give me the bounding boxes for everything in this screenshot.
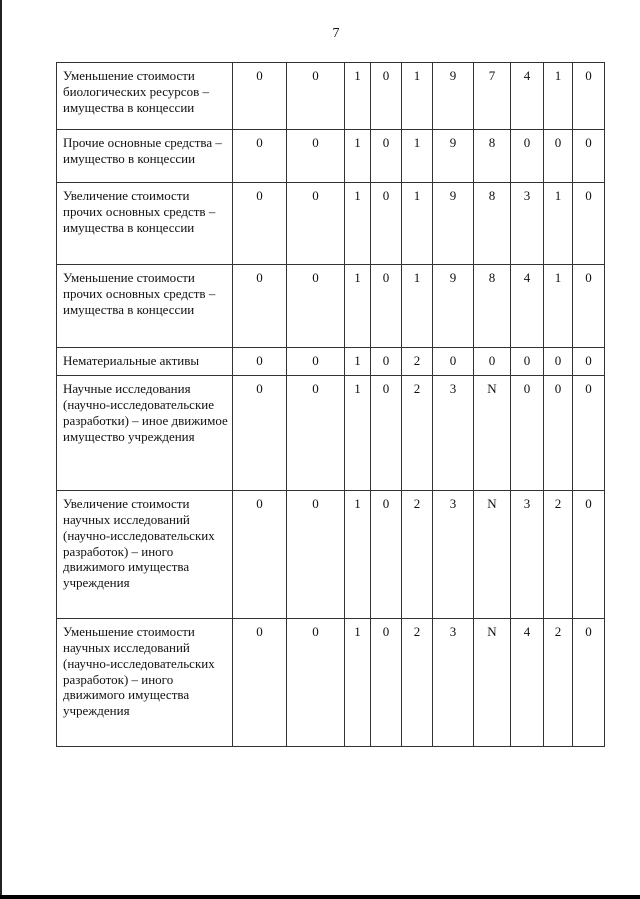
code-digit-cell: 0 (371, 130, 402, 183)
code-digit-cell: 3 (511, 491, 544, 619)
code-digit-cell: 1 (402, 183, 433, 265)
code-digit-cell: 2 (402, 348, 433, 376)
code-digit-cell: 0 (371, 491, 402, 619)
code-digit-cell: 9 (433, 130, 474, 183)
code-digit-cell: 1 (345, 63, 371, 130)
table-row (57, 619, 605, 747)
code-digit-cell: 1 (544, 183, 573, 265)
code-digit-cell: 8 (474, 265, 511, 348)
code-digit-cell: 0 (287, 130, 345, 183)
code-digit-cell: 0 (287, 491, 345, 619)
row-label: Научные исследования (научно-исследовательские разработки) – иное движимое имущество учреждения (57, 376, 233, 491)
code-digit-cell: 9 (433, 183, 474, 265)
code-digit-cell: 9 (433, 63, 474, 130)
code-digit-cell: N (474, 376, 511, 491)
table-row (57, 130, 605, 183)
code-digit-cell: 1 (402, 130, 433, 183)
code-digit-cell: 4 (511, 63, 544, 130)
code-digit-cell: 0 (573, 63, 605, 130)
row-label: Уменьшение стоимости биологических ресурсов – имущества в концессии (57, 63, 233, 130)
code-digit-cell: 0 (371, 376, 402, 491)
row-label: Увеличение стоимости прочих основных средств – имущества в концессии (57, 183, 233, 265)
row-label: Уменьшение стоимости прочих основных средств – имущества в концессии (57, 265, 233, 348)
table-row (57, 348, 605, 376)
code-digit-cell: 0 (287, 348, 345, 376)
code-digit-cell: 8 (474, 130, 511, 183)
code-digit-cell: 0 (573, 376, 605, 491)
code-digit-cell: 1 (345, 183, 371, 265)
code-digit-cell: 1 (544, 63, 573, 130)
code-digit-cell: 0 (573, 183, 605, 265)
code-digit-cell: 0 (371, 348, 402, 376)
code-digit-cell: N (474, 491, 511, 619)
code-digit-cell: 2 (402, 619, 433, 747)
code-digit-cell: 0 (233, 63, 287, 130)
code-digit-cell: 1 (402, 63, 433, 130)
code-digit-cell: 0 (544, 130, 573, 183)
code-digit-cell: 2 (544, 619, 573, 747)
code-digit-cell: 0 (573, 130, 605, 183)
code-digit-cell: 7 (474, 63, 511, 130)
row-label: Нематериальные активы (57, 348, 233, 376)
code-digit-cell: 1 (345, 130, 371, 183)
code-digit-cell: 0 (233, 265, 287, 348)
code-digit-cell: 0 (287, 265, 345, 348)
code-digit-cell: 1 (345, 265, 371, 348)
code-digit-cell: 0 (233, 619, 287, 747)
scan-edge-bottom (0, 895, 640, 899)
code-digit-cell: 3 (433, 376, 474, 491)
table-row (57, 376, 605, 491)
code-digit-cell: 0 (573, 619, 605, 747)
code-digit-cell: 0 (573, 265, 605, 348)
code-digit-cell: 0 (544, 348, 573, 376)
code-digit-cell: 1 (345, 491, 371, 619)
code-digit-cell: 1 (345, 619, 371, 747)
code-digit-cell: 3 (511, 183, 544, 265)
code-digit-cell: 0 (511, 376, 544, 491)
code-digit-cell: 3 (433, 619, 474, 747)
code-digit-cell: 0 (371, 63, 402, 130)
code-digit-cell: 4 (511, 265, 544, 348)
code-digit-cell: 0 (371, 265, 402, 348)
code-digit-cell: 1 (544, 265, 573, 348)
code-digit-cell: 0 (511, 348, 544, 376)
code-digit-cell: 2 (402, 376, 433, 491)
code-digit-cell: 2 (402, 491, 433, 619)
code-digit-cell: 9 (433, 265, 474, 348)
code-digit-cell: 0 (233, 376, 287, 491)
row-label: Увеличение стоимости научных исследований (научно-исследовательских разработок) – иного движимого имущества учреждения (57, 491, 233, 619)
code-digit-cell: 0 (573, 491, 605, 619)
code-digit-cell: 0 (474, 348, 511, 376)
code-digit-cell: 3 (433, 491, 474, 619)
code-digit-cell: 1 (345, 376, 371, 491)
table-row (57, 63, 605, 130)
row-label: Уменьшение стоимости научных исследований (научно-исследовательских разработок) – иного движимого имущества учреждения (57, 619, 233, 747)
code-digit-cell: 0 (233, 183, 287, 265)
table-row (57, 491, 605, 619)
code-digit-cell: 0 (233, 491, 287, 619)
code-digit-cell: 2 (544, 491, 573, 619)
code-digit-cell: 0 (544, 376, 573, 491)
table-row (57, 183, 605, 265)
code-digit-cell: 0 (433, 348, 474, 376)
account-codes-table (56, 62, 605, 747)
code-digit-cell: 0 (371, 619, 402, 747)
code-digit-cell: 1 (345, 348, 371, 376)
code-digit-cell: 0 (371, 183, 402, 265)
code-digit-cell: 0 (233, 130, 287, 183)
row-label: Прочие основные средства – имущество в концессии (57, 130, 233, 183)
code-digit-cell: 1 (402, 265, 433, 348)
table-row (57, 265, 605, 348)
code-digit-cell: 0 (233, 348, 287, 376)
code-digit-cell: N (474, 619, 511, 747)
code-digit-cell: 0 (287, 619, 345, 747)
table-body (57, 63, 605, 747)
code-digit-cell: 0 (287, 63, 345, 130)
code-digit-cell: 8 (474, 183, 511, 265)
page-number: 7 (332, 26, 340, 41)
scan-edge-left (0, 0, 2, 899)
code-digit-cell: 0 (573, 348, 605, 376)
code-digit-cell: 0 (287, 183, 345, 265)
code-digit-cell: 0 (511, 130, 544, 183)
code-digit-cell: 4 (511, 619, 544, 747)
code-digit-cell: 0 (287, 376, 345, 491)
